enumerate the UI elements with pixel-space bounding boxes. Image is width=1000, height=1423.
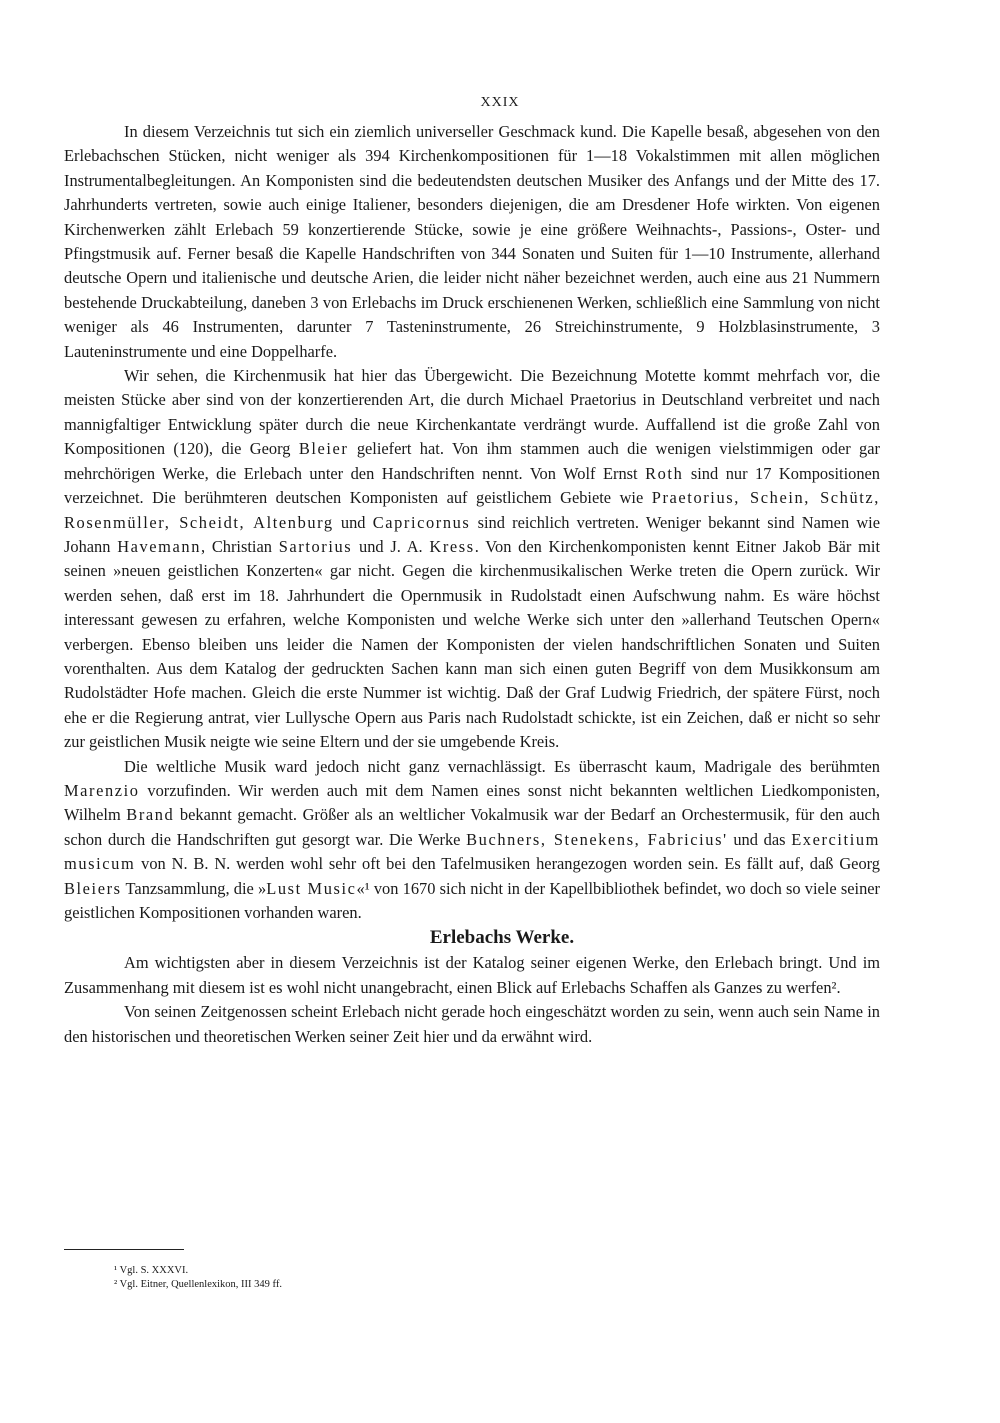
text-run: Tanzsammlung, die »: [121, 878, 267, 898]
footnotes: [114, 1264, 714, 1292]
paragraph-2: [64, 364, 880, 755]
name-bleiers: Bleiers: [64, 878, 122, 898]
text-run: Wir sehen, die Kirchenmusik hat hier das Übergewicht. Die Bezeichnung Motette kommt mehrfach vor, die meisten Stücke aber sind von der konzertierenden Art, die durch Michael Praetorius in Deutschland verbreitet und nach mannigfaltiger Entwicklung später durch die neue Kirchenkantate verdrängt wurde. Auffallend ist die große Zahl von Kompositionen (120), die Georg: [64, 366, 880, 459]
text-run: «¹ von 1670 sich nicht in der Kapellbibliothek befindet, wo doch so viele seiner geistlichen Kompositionen vorhanden waren.: [64, 878, 881, 922]
text-run: bekannt gemacht. Größer als an weltlicher Vokalmusik war der Bedarf an Orchestermusik, für den auch schon durch die Handschriften gut gesorgt war. Die Werke: [64, 805, 881, 849]
title-exercitium: Exercitium musicum: [64, 829, 881, 874]
paragraph-1: In diesem Verzeichnis tut sich ein ziemlich universeller Geschmack kund. Die Kapelle besaß, abgesehen von den Erlebachschen Stücken, nicht weniger als 394 Kirchenkompositionen für 1—18 Vokalstimmen mit allen möglichen Instrumentalbegleitungen. An Komponisten sind die bedeutendsten deutschen Musiker des Anfangs und der Mitte des 17. Jahrhunderts vertreten, sowie auch einige Italiener, besonders diejenigen, die am Dresdener Hofe wirkten. Von eigenen Kirchenwerken zählt Erlebach 59 konzertierende Stücke, sowie je eine größere Weihnachts-, Passions-, Oster- und Pfingstmusik auf. Ferner besaß die Kapelle Handschriften von 344 Sonaten und Suiten für 1—10 Instrumente, allerhand deutsche Opern und italienische und deutsche Arien, die leider nicht näher bezeichnet werden, auch eine aus 21 Nummern bestehende Druckabteilung, daneben 3 von Erlebachs im Druck erschienenen Werken, schließlich eine Sammlung von nicht weniger als 46 Instrumenten, darunter 7 Tasteninstrumente, 26 Streichinstrumente, 9 Holzblasinstrumente, 3 Lauteninstrumente und eine Doppelharfe.: [64, 122, 880, 361]
name-havemann: Havemann: [117, 536, 201, 556]
title-lust-music: Lust Music: [266, 878, 357, 898]
text-run: , Christian: [200, 536, 279, 556]
text-run: geliefert hat. Von ihm stammen auch die wenigen vielstimmigen oder gar mehrchörigen Werke, die Erlebach unter den Handschriften nennt. Von Wolf Ernst: [64, 439, 880, 483]
text-run: und: [333, 512, 373, 532]
name-bleier: Bleier: [298, 439, 349, 459]
body-text: [64, 120, 880, 1049]
text-run: und J. A.: [352, 536, 430, 556]
text-run: von N. B. N. werden wohl sehr oft bei den Tafelmusiken herangezogen worden sein. Es fällt auf, daß Georg: [135, 854, 880, 874]
paragraph-3: [64, 755, 880, 926]
section-heading: Erlebachs Werke.: [429, 927, 575, 949]
text-run: sind reichlich vertreten. Weniger bekannt sind Namen wie Johann: [64, 512, 880, 556]
paragraph-5: Von seinen Zeitgenossen scheint Erlebach nicht gerade hoch eingeschätzt worden zu sein, wenn auch sein Name in den historischen und theoretischen Werken seiner Zeit hier und da erwähnt wird.: [64, 1002, 880, 1046]
name-marenzio: Marenzio: [64, 780, 140, 800]
names-orchestral: Buchners, Stenekens, Fabricius': [466, 829, 728, 849]
footnote-rule: [64, 1249, 184, 1250]
text-run: vorzufinden. Wir werden auch mit dem Namen eines sonst nicht bekannten weltlichen Liedkomponisten, Wilhelm: [64, 780, 880, 825]
text-run: Die weltliche Musik ward jedoch nicht ganz vernachlässigt. Es überrascht kaum, Madrigale des berühmten: [124, 756, 880, 776]
page-number: XXIX: [480, 95, 520, 110]
name-kress: Kress: [429, 536, 475, 556]
footnote-2: ² Vgl. Eitner, Quellenlexikon, III 349 ff.: [114, 1279, 282, 1290]
footnote-1: ¹ Vgl. S. XXXVI.: [114, 1265, 189, 1276]
text-run: sind nur 17 Kompositionen verzeichnet. Die berühmteren deutschen Komponisten auf geistlichem Gebiete wie: [64, 463, 880, 508]
name-sartorius: Sartorius: [278, 536, 353, 556]
text-run: . Von den Kirchenkomponisten kennt Eitner Jakob Bär mit seinen »neuen geistlichen Konzerten« gar nicht. Gegen die kirchenmusikalischen Werke treten die Opern zurück. Wir werden sehen, daß erst im 18. Jahrhundert die Opernmusik in Rudolstadt einen Aufschwung nahm. Es wäre höchst interessant gewesen zu erfahren, welche Komponisten und welche Werke sich unter den »allerhand Teutschen Opern« verbergen. Ebenso bleiben uns leider die Namen der Komponisten der vielen handschriftlichen Sonaten und Suiten vorenthalten. Aus dem Katalog der gedruckten Sachen kann man sich einen guten Begriff von dem Musikkonsum am Rudolstädter Hofe machen. Gleich die erste Nummer ist wichtig. Daß der Graf Ludwig Friedrich, der spätere Fürst, noch ehe er die Regierung antrat, vier Lullysche Opern aus Paris nach Rudolstadt schickte, ist ein Zeichen, daß er nicht so sehr zur geistlichen Musik neigte wie seine Eltern und der sie umgebende Kreis.: [64, 536, 881, 752]
name-brand: Brand: [126, 805, 175, 825]
text-run: und das: [727, 829, 792, 849]
names-composers: Praetorius, Schein, Schütz, Rosenmüller, Scheidt, Altenburg: [64, 488, 880, 532]
paragraph-4: Am wichtigsten aber in diesem Verzeichnis ist der Katalog seiner eigenen Werke, den Erlebach bringt. Und im Zusammenhang mit diesem ist es wohl nicht unangebracht, einen Blick auf Erlebachs Schaffen als Ganzes zu werfen².: [64, 953, 880, 997]
name-roth: Roth: [645, 463, 684, 483]
name-capricornus: Capricornus: [372, 512, 471, 532]
